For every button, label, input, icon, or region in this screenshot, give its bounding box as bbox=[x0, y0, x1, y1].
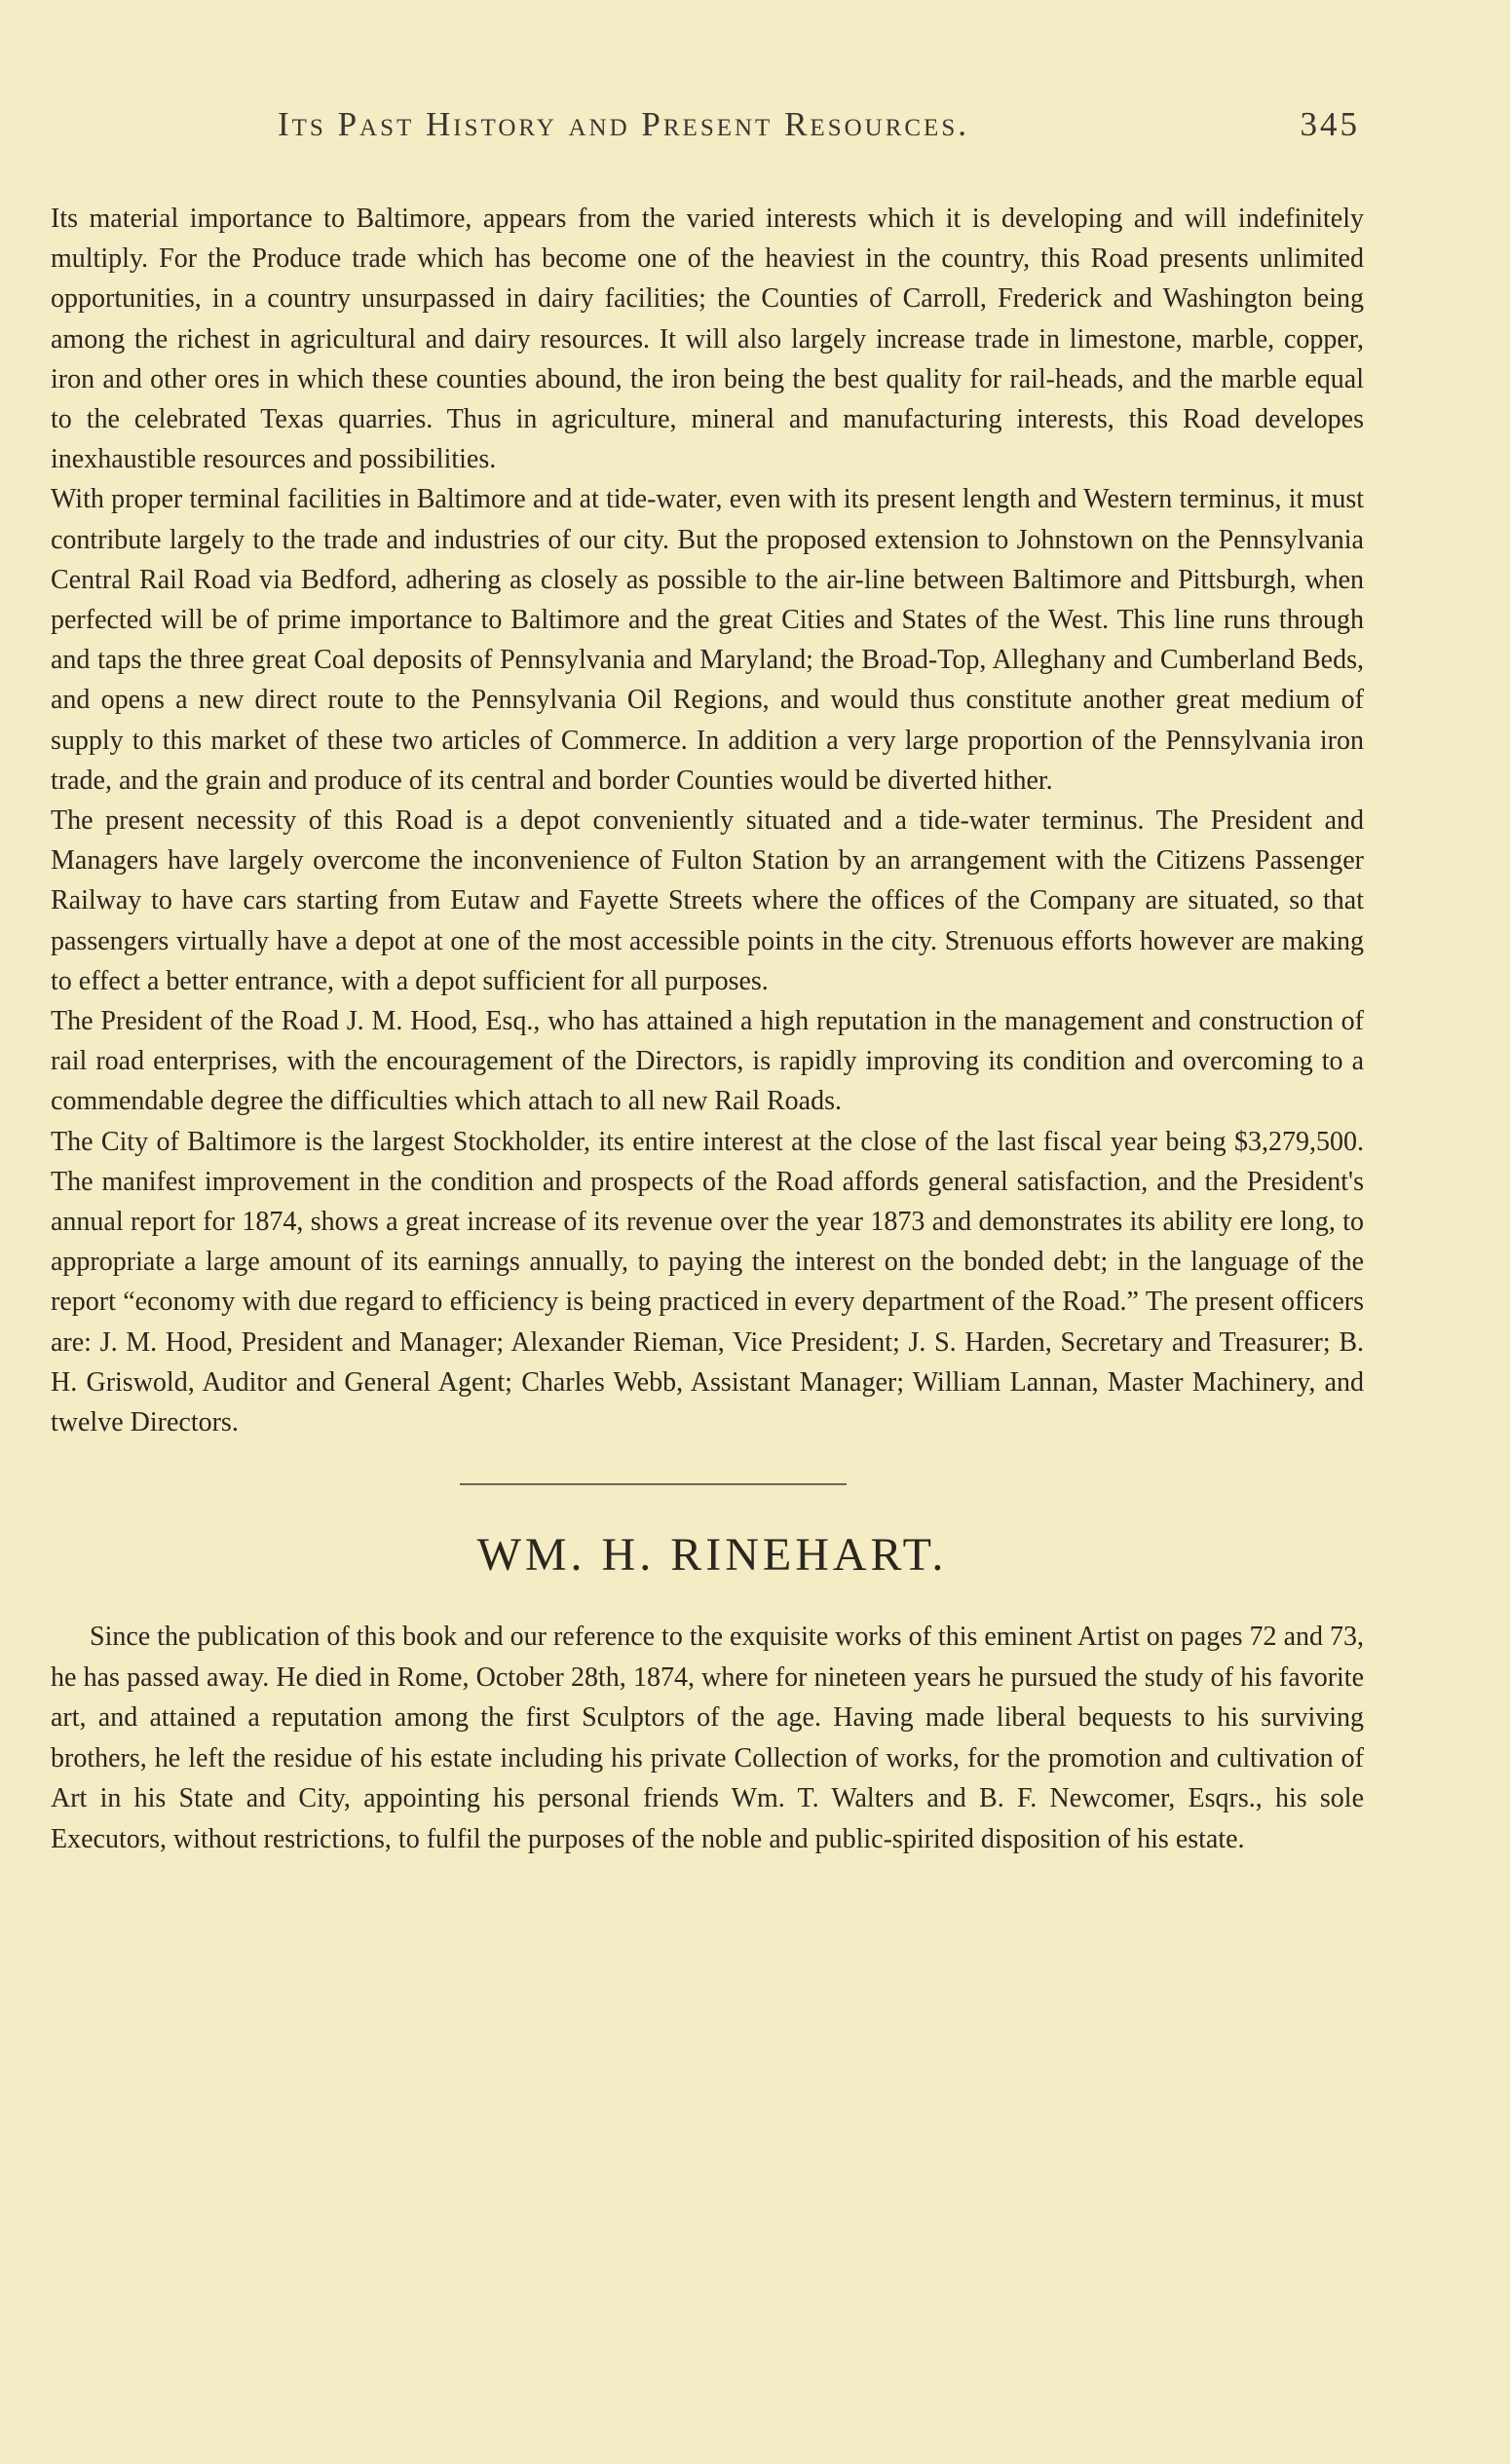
paragraph: Its material importance to Baltimore, appears from the varied interests which it is developing and will indefinitely multiply. For the Produce trade which has become one of the heaviest in the country, this Road presents unlimited opportunities, in a country unsurpassed in dairy facilities; the Counties of Carroll, Frederick and Washington being among the richest in agricultural and dairy resources. It will also largely increase trade in limestone, marble, copper, iron and other ores in which these counties abound, the iron being the best quality for rail-heads, and the marble equal to the celebrated Texas quarries. Thus in agriculture, mineral and manufacturing interests, this Road developes inexhaustible resources and possibilities. bbox=[51, 204, 1364, 475]
page-number: 345 bbox=[1300, 105, 1360, 143]
paragraph: Since the publication of this book and our reference to the exquisite works of this eminent Artist on pages 72 and 73, he has passed away. He died in Rome, October 28th, 1874, where for nineteen years he pursued the study of his favorite art, and attained a reputation among the first Sculptors of the age. Having made liberal bequests to his surviving brothers, he left the residue of his estate including his private Collection of works, for the promotion and cultivation of Art in his State and City, appointing his personal friends Wm. T. Walters and B. F. Newcomer, Esqrs., his sole Executors, without restrictions, to fulfil the purposes of the noble and public-spirited disposition of his estate. bbox=[51, 1622, 1364, 1854]
running-head bbox=[51, 105, 1364, 148]
section-divider bbox=[460, 1483, 847, 1485]
section-text bbox=[51, 1617, 1364, 1859]
paragraph: The President of the Road J. M. Hood, Esq., who has attained a high reputation in the management and construction of rail road enterprises, with the encouragement of the Directors, is rapidly improving its condition and overcoming to a commendable degree the difficulties which attach to all new Rail Roads. bbox=[51, 1006, 1364, 1117]
section-heading: WM. H. RINEHART. bbox=[476, 1529, 948, 1582]
paragraph: With proper terminal facilities in Baltimore and at tide-water, even with its present length and Western terminus, it must contribute largely to the trade and industries of our city. But the proposed extension to Johnstown on the Pennsylvania Central Rail Road via Bedford, adhering as closely as possible to the air-line between Baltimore and Pittsburgh, when perfected will be of prime importance to Baltimore and the great Cities and States of the West. This line runs through and taps the three great Coal deposits of Pennsylvania and Maryland; the Broad-Top, Alleghany and Cumberland Beds, and opens a new direct route to the Pennsylvania Oil Regions, and would thus constitute another great medium of supply to this market of these two articles of Commerce. In addition a very large proportion of the Pennsylvania iron trade, and the grain and produce of its central and border Counties would be diverted hither. bbox=[51, 484, 1364, 796]
running-title: Its Past History and Present Resources. bbox=[278, 105, 969, 143]
paragraph: The present necessity of this Road is a depot conveniently situated and a tide-water terminus. The President and Managers have largely overcome the inconvenience of Fulton Station by an arrangement with the Citizens Passenger Railway to have cars starting from Eutaw and Fayette Streets where the offices of the Company are situated, so that passengers virtually have a depot at one of the most accessible points in the city. Strenuous efforts however are making to effect a better entrance, with a depot sufficient for all purposes. bbox=[51, 805, 1364, 996]
paragraph: The City of Baltimore is the largest Stockholder, its entire interest at the close of the last fiscal year being $3,279,500. The manifest improvement in the condition and prospects of the Road affords general satisfaction, and the President's annual report for 1874, shows a great increase of its revenue over the year 1873 and demonstrates its ability ere long, to appropriate a large amount of its earnings annually, to paying the interest on the bonded debt; in the language of the report “economy with due regard to efficiency is being practiced in every department of the Road.” The present officers are: J. M. Hood, President and Manager; Alexander Rieman, Vice President; J. S. Harden, Secretary and Treasurer; B. H. Griswold, Auditor and General Agent; Charles Webb, Assistant Manager; William Lannan, Master Machinery, and twelve Directors. bbox=[51, 1126, 1364, 1438]
body-text bbox=[51, 199, 1364, 1442]
